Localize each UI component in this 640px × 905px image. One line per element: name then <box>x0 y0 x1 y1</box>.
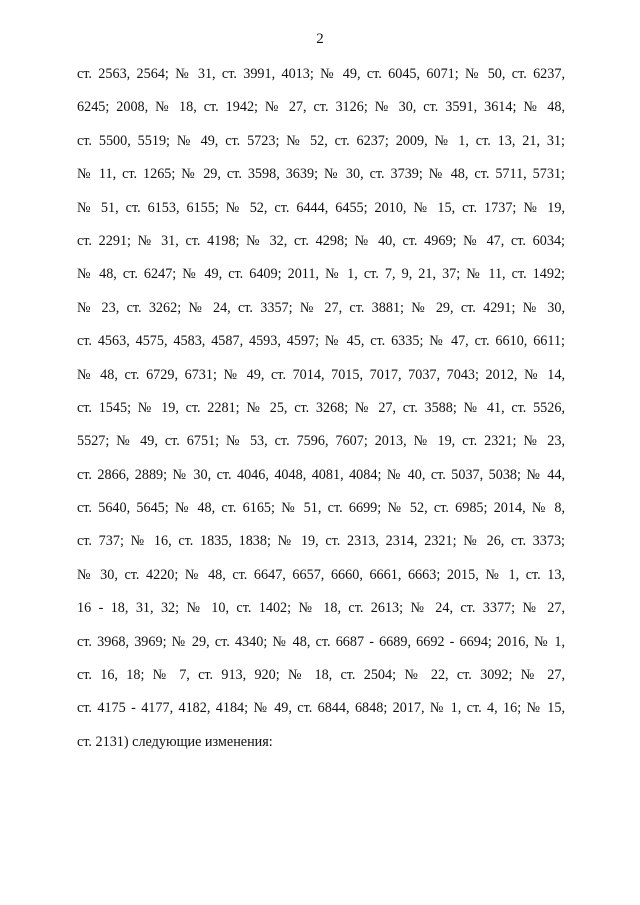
text-line: ст. 737; № 16, ст. 1835, 1838; № 19, ст. 2313, 2314, 2321; № 26, ст. 3373; <box>77 533 565 550</box>
text-line: № 51, ст. 6153, 6155; № 52, ст. 6444, 6455; 2010, № 15, ст. 1737; № 19, <box>77 199 565 216</box>
text-line: 16 - 18, 31, 32; № 10, ст. 1402; № 18, ст. 2613; № 24, ст. 3377; № 27, <box>77 600 565 617</box>
text-line: ст. 1545; № 19, ст. 2281; № 25, ст. 3268; № 27, ст. 3588; № 41, ст. 5526, <box>77 399 565 416</box>
text-line: ст. 5640, 5645; № 48, ст. 6165; № 51, ст. 6699; № 52, ст. 6985; 2014, № 8, <box>77 500 565 517</box>
text-line: ст. 16, 18; № 7, ст. 913, 920; № 18, ст. 2504; № 22, ст. 3092; № 27, <box>77 667 565 684</box>
text-line: 6245; 2008, № 18, ст. 1942; № 27, ст. 3126; № 30, ст. 3591, 3614; № 48, <box>77 99 565 116</box>
text-line: № 48, ст. 6729, 6731; № 49, ст. 7014, 7015, 7017, 7037, 7043; 2012, № 14, <box>77 366 565 383</box>
text-line-last: ст. 2131) следующие изменения: <box>77 733 273 750</box>
text-line: № 11, ст. 1265; № 29, ст. 3598, 3639; № 30, ст. 3739; № 48, ст. 5711, 5731; <box>77 166 565 183</box>
text-line: ст. 2291; № 31, ст. 4198; № 32, ст. 4298; № 40, ст. 4969; № 47, ст. 6034; <box>77 232 565 249</box>
text-line: № 23, ст. 3262; № 24, ст. 3357; № 27, ст. 3881; № 29, ст. 4291; № 30, <box>77 299 565 316</box>
text-line: ст. 5500, 5519; № 49, ст. 5723; № 52, ст. 6237; 2009, № 1, ст. 13, 21, 31; <box>77 132 565 149</box>
page-number: 2 <box>316 31 324 47</box>
text-line: ст. 4175 - 4177, 4182, 4184; № 49, ст. 6844, 6848; 2017, № 1, ст. 4, 16; № 15, <box>77 700 565 717</box>
text-line: ст. 2563, 2564; № 31, ст. 3991, 4013; № 49, ст. 6045, 6071; № 50, ст. 6237, <box>77 66 565 82</box>
text-line: № 30, ст. 4220; № 48, ст. 6647, 6657, 6660, 6661, 6663; 2015, № 1, ст. 13, <box>77 566 565 583</box>
document-body-text <box>77 64 565 765</box>
text-line: 5527; № 49, ст. 6751; № 53, ст. 7596, 7607; 2013, № 19, ст. 2321; № 23, <box>77 433 565 450</box>
text-line: № 48, ст. 6247; № 49, ст. 6409; 2011, № 1, ст. 7, 9, 21, 37; № 11, ст. 1492; <box>77 266 565 283</box>
text-line: ст. 4563, 4575, 4583, 4587, 4593, 4597; № 45, ст. 6335; № 47, ст. 6610, 6611; <box>77 333 565 350</box>
text-line: ст. 3968, 3969; № 29, ст. 4340; № 48, ст. 6687 - 6689, 6692 - 6694; 2016, № 1, <box>77 633 565 650</box>
text-line: ст. 2866, 2889; № 30, ст. 4046, 4048, 4081, 4084; № 40, ст. 5037, 5038; № 44, <box>77 466 565 483</box>
